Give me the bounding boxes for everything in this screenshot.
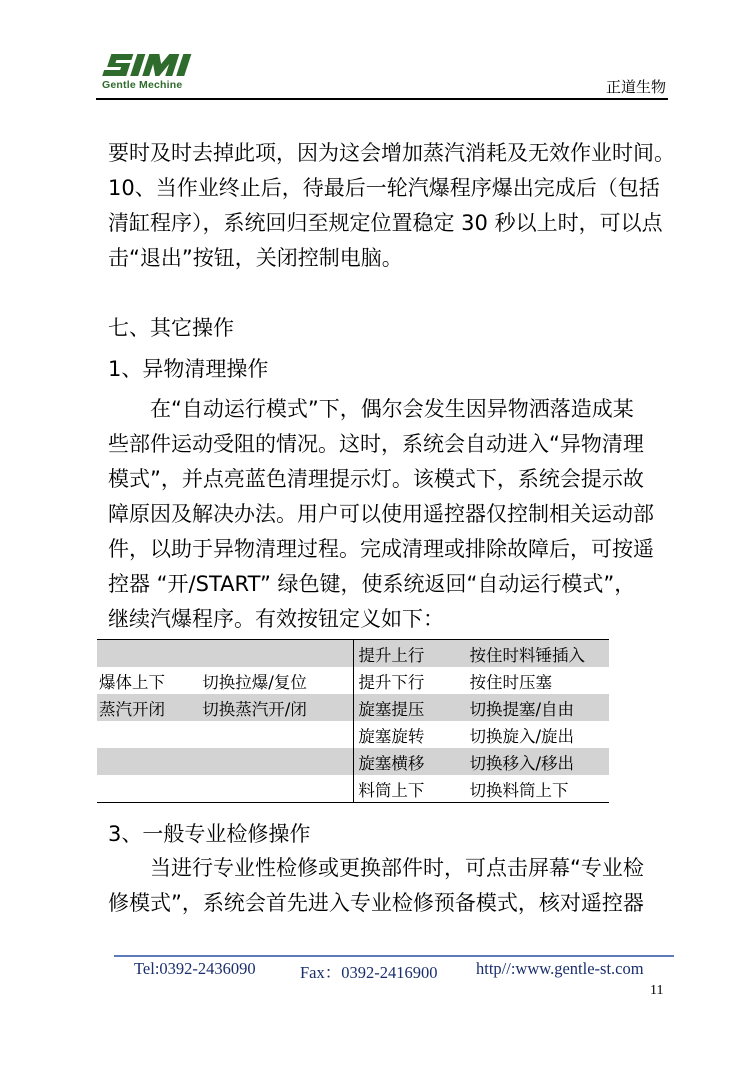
table-cell: 旋塞提压	[354, 694, 468, 721]
body-line: 当进行专业性检修或更换部件时，可点击屏幕“专业检	[150, 856, 644, 880]
subsection-heading: 1、异物清理操作	[108, 357, 269, 381]
company-logo	[100, 52, 212, 94]
body-line: 继续汽爆程序。有效按钮定义如下：	[108, 607, 444, 631]
table-cell: 切换移入/移出	[467, 748, 609, 775]
body-line: 修模式”，系统会首先进入专业检修预备模式，核对遥控器	[108, 891, 644, 915]
button-definition-table	[97, 639, 609, 803]
body-line: 在“自动运行模式”下，偶尔会发生因异物洒落造成某	[150, 397, 634, 421]
table-cell: 按住时压塞	[469, 672, 552, 692]
table-row	[97, 667, 609, 694]
table-cell	[200, 721, 354, 748]
table-cell	[97, 748, 200, 775]
table-row	[97, 721, 609, 748]
header-divider	[96, 98, 668, 100]
footer-website: http//:www.gentle-st.com	[476, 959, 644, 978]
body-line: 击“退出”按钮，关闭控制电脑。	[108, 246, 403, 270]
table-cell	[200, 748, 354, 775]
table-row	[97, 748, 609, 775]
body-line: 清缸程序），系统回归至规定位置稳定 30 秒以上时，可以点	[108, 211, 663, 235]
footer-tel: Tel:0392-2436090	[134, 959, 256, 978]
simi-logo-mark	[100, 52, 210, 78]
table-cell: 蒸汽开闭	[97, 694, 200, 721]
body-line: 要时及时去掉此项，因为这会增加蒸汽消耗及无效作业时间。	[108, 141, 675, 165]
table-cell	[200, 775, 354, 803]
table-cell	[97, 640, 200, 668]
footer-divider	[114, 955, 674, 957]
table-cell: 提升上行	[354, 640, 468, 668]
table-cell: 提升下行	[354, 667, 468, 694]
table-cell: 切换料筒上下	[467, 775, 609, 803]
body-line: 模式”，并点亮蓝色清理提示灯。该模式下，系统会提示故	[108, 467, 644, 491]
table-cell: 切换拉爆/复位	[202, 672, 307, 692]
page-number: 11	[650, 983, 664, 998]
body-line: 10、当作业终止后，待最后一轮汽爆程序爆出完成后（包括	[108, 176, 660, 200]
table-cell: 旋塞横移	[354, 748, 468, 775]
section-heading: 七、其它操作	[108, 316, 234, 340]
table-cell: 旋塞旋转	[354, 721, 468, 748]
table-cell: 料筒上下	[354, 775, 468, 803]
table-row	[97, 640, 609, 668]
table-cell	[97, 721, 200, 748]
table-cell	[200, 640, 354, 668]
table-row	[97, 775, 609, 803]
body-line: 障原因及解决办法。用户可以使用遥控器仅控制相关运动部	[108, 502, 654, 526]
footer-fax: Fax：0392-2416900	[300, 963, 438, 982]
body-line: 些部件运动受阻的情况。这时，系统会自动进入“异物清理	[108, 432, 644, 456]
table-cell: 切换旋入/旋出	[469, 726, 575, 746]
body-line: 件，以助于异物清理过程。完成清理或排除故障后，可按遥	[108, 537, 654, 561]
table-cell: 切换提塞/自由	[467, 694, 609, 721]
body-line: 控器 “开/START” 绿色键，使系统返回“自动运行模式”，	[108, 572, 636, 596]
table-cell: 切换蒸汽开/闭	[200, 694, 354, 721]
logo-subtitle: Gentle Mechine	[102, 79, 183, 91]
subsection-heading: 3、一般专业检修操作	[108, 822, 311, 846]
table-row	[97, 694, 609, 721]
table-cell	[97, 775, 200, 803]
table-cell: 爆体上下	[99, 672, 165, 692]
table-cell: 按住时料锤插入	[467, 640, 609, 668]
company-name: 正道生物	[606, 78, 667, 96]
